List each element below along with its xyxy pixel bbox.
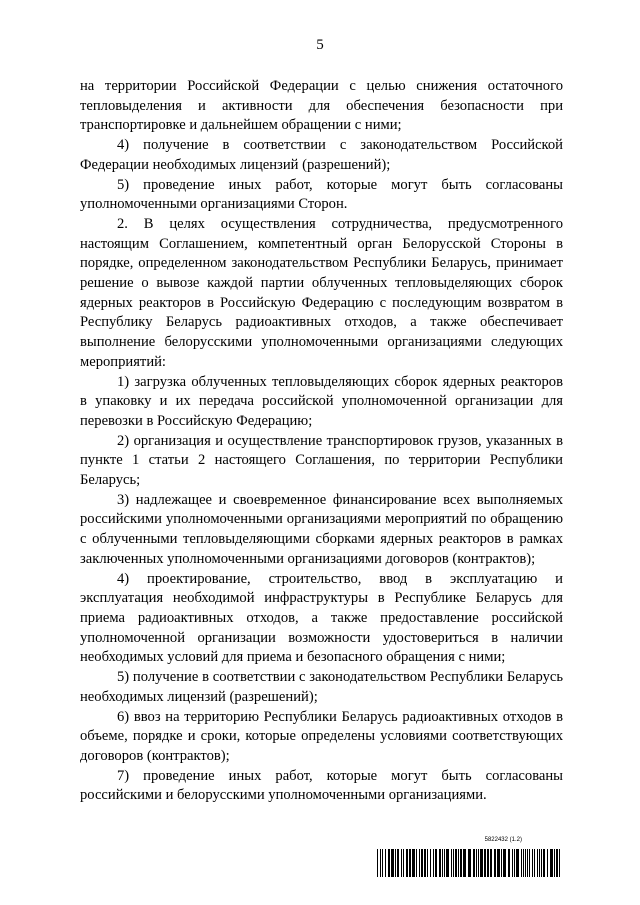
barcode-bar	[406, 849, 408, 877]
barcode-bar	[512, 849, 513, 877]
barcode-bar	[444, 849, 445, 877]
barcode-bar	[501, 849, 502, 877]
paragraph-item-7-belarus: 7) проведение иных работ, которые могут быть согласованы российскими и белорусскими уполномоченными организациями.	[80, 767, 563, 804]
barcode-bar	[547, 849, 548, 877]
barcode-bar	[484, 849, 486, 877]
barcode-bar	[380, 849, 381, 877]
barcode-bar	[503, 849, 506, 877]
paragraph-continuation: на территории Российской Федерации с целью снижения остаточного тепловыделения и активности для обеспечения безопасности при транспортировке и дальнейшем обращении с ними;	[80, 78, 563, 134]
barcode-bar	[421, 849, 423, 877]
barcode-bar	[527, 849, 528, 877]
barcode-bar	[556, 849, 558, 877]
barcode-bar	[523, 849, 524, 877]
barcode-bar	[476, 849, 477, 877]
barcode-bar	[525, 849, 526, 877]
barcode-bar	[460, 849, 462, 877]
barcode-bar	[458, 849, 459, 877]
page-number: 5	[316, 37, 324, 53]
barcode-bar	[559, 849, 560, 877]
barcode-bar	[539, 849, 540, 877]
barcode-bar	[397, 849, 399, 877]
barcode-bar	[532, 849, 533, 877]
barcode-bar	[419, 849, 420, 877]
barcode-bar	[554, 849, 555, 877]
barcode-bar	[377, 849, 378, 877]
paragraph-item-1-belarus: 1) загрузка облученных тепловыделяющих сборок ядерных реакторов в упаковку и их передача российской уполномоченной организации для перевозки в Российскую Федерацию;	[80, 373, 563, 429]
barcode-bar	[463, 849, 466, 877]
barcode-caption: 5822432 (1.2)	[484, 837, 522, 843]
barcode-bar	[385, 849, 386, 877]
barcode-bar	[401, 849, 402, 877]
barcode-bar	[412, 849, 415, 877]
paragraph-item-6-belarus: 6) ввоз на территорию Республики Беларусь радиоактивных отходов в объеме, порядке и сроки, которые определены условиями соответствующих договоров (контрактов);	[80, 708, 563, 764]
barcode-icon	[377, 849, 562, 877]
barcode-bar	[433, 849, 434, 877]
barcode-bar	[427, 849, 428, 877]
barcode-bar	[424, 849, 426, 877]
paragraph-item-2-belarus: 2) организация и осуществление транспортировок грузов, указанных в пункте 1 статьи 2 настоящего Соглашения, по территории Республики Беларусь;	[80, 432, 563, 489]
document-body	[80, 77, 563, 806]
barcode-bar	[541, 849, 542, 877]
barcode-bar	[490, 849, 492, 877]
paragraph-item-4-russia: 4) получение в соответствии с законодательством Российской Федерации необходимых лицензий (разрешений);	[80, 137, 563, 173]
barcode-bar	[435, 849, 437, 877]
barcode-bar	[455, 849, 457, 877]
barcode-bar	[537, 849, 538, 877]
barcode-bar	[543, 849, 545, 877]
barcode-bar	[442, 849, 443, 877]
barcode-bar	[480, 849, 483, 877]
paragraph-item-3-belarus: 3) надлежащее и своевременное финансирование всех выполняемых российскими уполномоченными организациями мероприятий по обращению с облученными тепловыделяющими сборками ядерных реакторов в рамках заключенных уполномоченными организациями договоров (контрактов);	[80, 491, 563, 567]
paragraph-item-5-belarus: 5) получение в соответствии с законодательством Республики Беларусь необходимых лицензий (разрешений);	[80, 669, 563, 705]
barcode-bar	[403, 849, 404, 877]
paragraph-clause-2: 2. В целях осуществления сотрудничества, предусмотренного настоящим Соглашением, компетентный орган Белорусской Стороны в порядке, определенном законодательством Республики Беларусь, принимает решение о вывозе каждой партии облученных тепловыделяющих сборок ядерных реакторов в Российскую Федерацию с последующим возвратом в Республику Беларусь радиоактивных отходов, а также обеспечивает выполнение белорусскими уполномоченными организациями следующих мероприятий:	[80, 215, 563, 370]
barcode-bar	[494, 849, 496, 877]
barcode-bar	[388, 849, 390, 877]
barcode-bar	[521, 849, 522, 877]
barcode-bar	[453, 849, 454, 877]
barcode-bar	[439, 849, 441, 877]
paragraph-item-4-belarus: 4) проектирование, строительство, ввод в эксплуатацию и эксплуатация необходимой инфраструктуры в Республике Беларусь для приема радиоактивных отходов, а также предоставление российской уполномоченной организации возможности удостовериться в наличии необходимых условий для приема и безопасного обращения с ними;	[80, 570, 563, 666]
barcode-bar	[446, 849, 449, 877]
barcode-bar	[395, 849, 396, 877]
barcode-bar	[382, 849, 383, 877]
barcode-bar	[468, 849, 471, 877]
barcode-bar	[516, 849, 519, 877]
barcode-bar	[534, 849, 535, 877]
barcode-bar	[416, 849, 417, 877]
barcode-bar	[478, 849, 479, 877]
barcode-bar	[550, 849, 553, 877]
barcode	[377, 837, 562, 877]
barcode-bar	[497, 849, 500, 877]
barcode-bar	[508, 849, 510, 877]
barcode-bar	[473, 849, 475, 877]
barcode-bar	[409, 849, 411, 877]
barcode-bar	[391, 849, 394, 877]
paragraph-item-5-russia: 5) проведение иных работ, которые могут быть согласованы уполномоченными организациями Сторон.	[80, 176, 563, 213]
barcode-bar	[451, 849, 452, 877]
barcode-bar	[487, 849, 489, 877]
barcode-bar	[430, 849, 431, 877]
barcode-bar	[514, 849, 515, 877]
barcode-bar	[529, 849, 530, 877]
